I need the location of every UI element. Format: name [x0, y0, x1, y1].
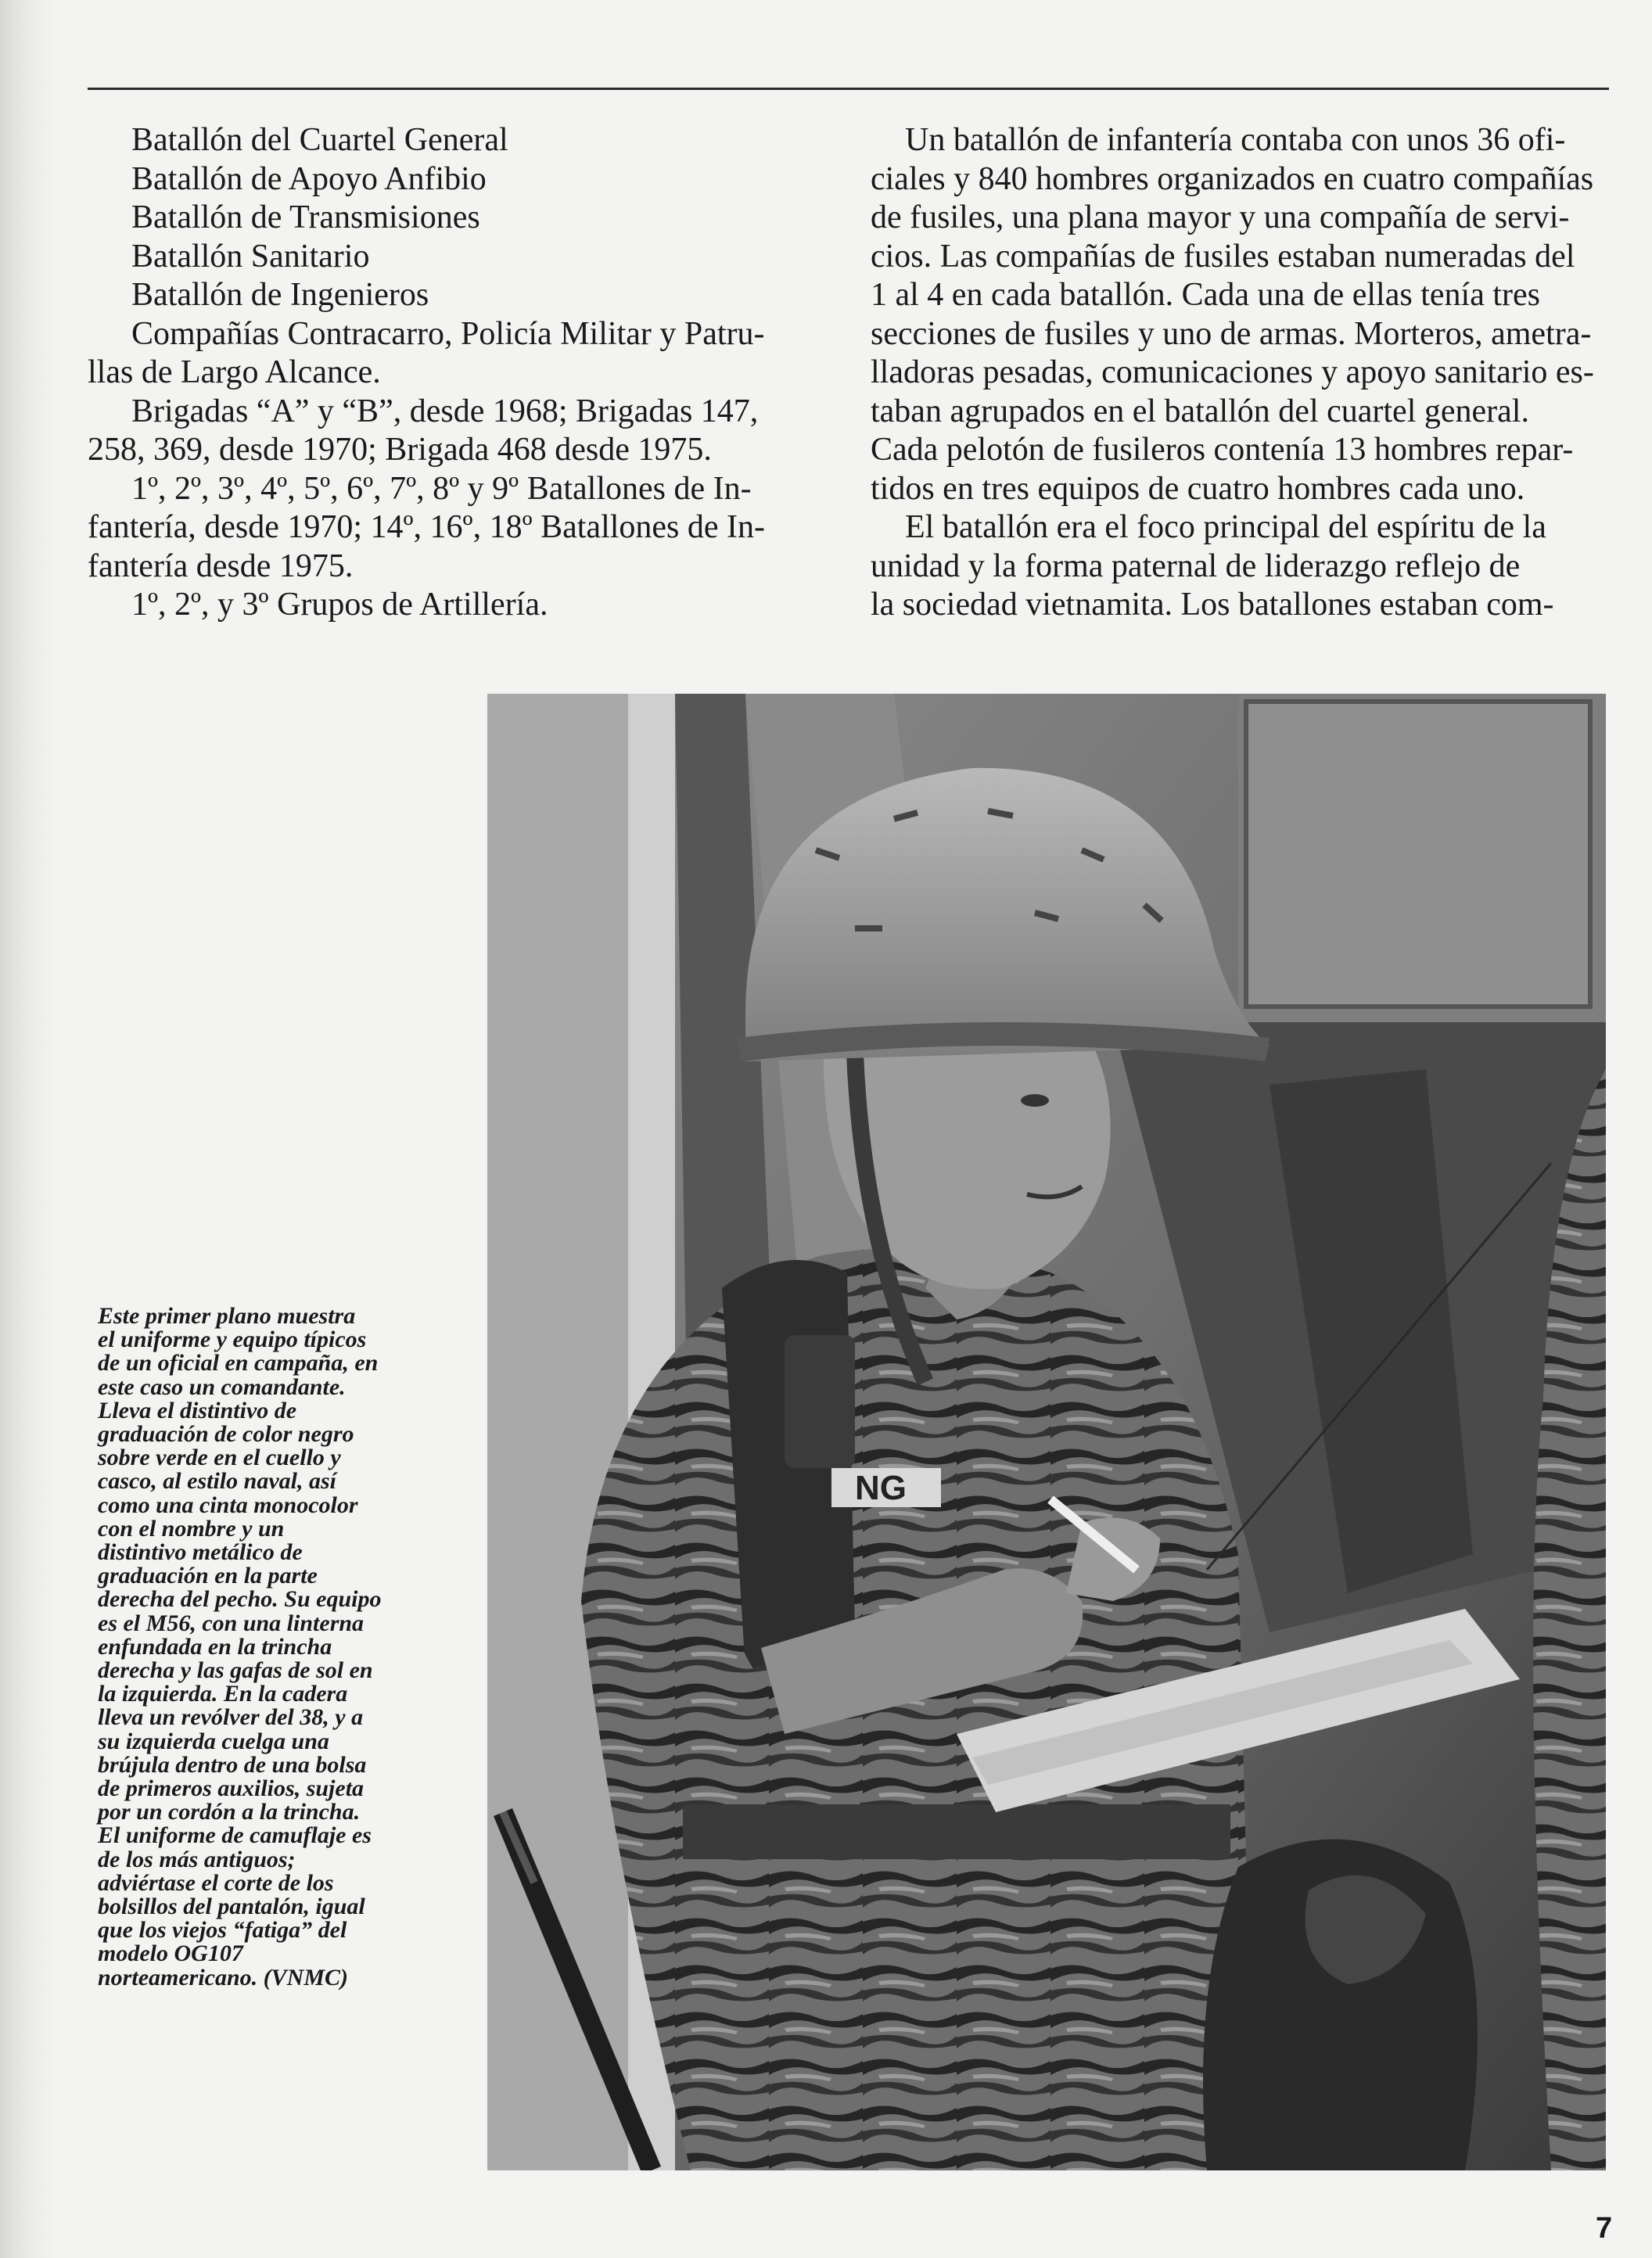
- caption-line: norteamericano. (VNMC): [98, 1964, 349, 1991]
- text-line: lladoras pesadas, comunicaciones y apoyo sanitario es-: [871, 354, 1594, 390]
- soldier-photo-illustration: [487, 694, 1606, 2170]
- text-line: taban agrupados en el batallón del cuartel general.: [871, 393, 1529, 429]
- caption-line: enfundada en la trincha: [98, 1633, 332, 1660]
- caption-line: Lleva el distintivo de: [98, 1397, 297, 1423]
- caption-line: es el M56, con una linterna: [98, 1610, 365, 1636]
- text-line: unidad y la forma paternal de liderazgo reflejo de: [871, 547, 1521, 584]
- caption-line: el uniforme y equipo típicos: [98, 1326, 367, 1353]
- text-line: Cada pelotón de fusileros contenía 13 hombres repar-: [871, 432, 1574, 468]
- right-column: [871, 121, 1607, 625]
- text-line: Un batallón de infantería contaba con unos 36 ofi-: [905, 122, 1566, 158]
- left-column: [88, 121, 831, 625]
- top-rule: [88, 88, 1609, 90]
- text-line: la sociedad vietnamita. Los batallones estaban com-: [871, 587, 1554, 623]
- caption-line: distintivo metálico de: [98, 1539, 303, 1566]
- scan-edge: [0, 0, 55, 2258]
- caption-line: casco, al estilo naval, así: [98, 1468, 336, 1495]
- text-line: 1 al 4 en cada batallón. Cada una de ellas tenía tres: [871, 277, 1540, 313]
- text-line: secciones de fusiles y uno de armas. Morteros, ametra-: [871, 315, 1592, 352]
- unit-line: Batallón Sanitario: [131, 238, 370, 275]
- caption-line: graduación de color negro: [98, 1421, 354, 1448]
- caption-line: derecha del pecho. Su equipo: [98, 1586, 382, 1613]
- caption-line: sobre verde en el cuello y: [98, 1445, 341, 1471]
- text-line: ciales y 840 hombres organizados en cuatro compañías: [871, 160, 1594, 197]
- caption-line: lleva un revólver del 38, y a: [98, 1704, 364, 1731]
- caption-line: bolsillos del pantalón, igual: [98, 1894, 365, 1920]
- unit-line: Batallón de Apoyo Anfibio: [131, 160, 487, 197]
- caption-line: de los más antiguos;: [98, 1846, 296, 1872]
- photo-caption: [98, 1305, 450, 1990]
- caption-line: por un cordón a la trincha.: [98, 1799, 361, 1825]
- caption-line: con el nombre y un: [98, 1515, 285, 1542]
- unit-line: Batallón de Ingenieros: [131, 277, 429, 313]
- text-line: tidos en tres equipos de cuatro hombres cada uno.: [871, 470, 1525, 507]
- caption-line: como una cinta monocolor: [98, 1492, 358, 1518]
- text-line: cios. Las compañías de fusiles estaban numeradas del: [871, 238, 1575, 275]
- text-line: 258, 369, desde 1970; Brigada 468 desde 1975.: [88, 432, 712, 468]
- text-line: llas de Largo Alcance.: [88, 354, 381, 390]
- caption-line: derecha y las gafas de sol en: [98, 1657, 373, 1684]
- caption-line: modelo OG107: [98, 1940, 243, 1967]
- caption-line: Este primer plano muestra: [98, 1303, 356, 1329]
- text-line: Brigadas “A” y “B”, desde 1968; Brigadas 147,: [131, 393, 759, 429]
- text-line: fantería, desde 1970; 14º, 16º, 18º Batallones de In-: [88, 509, 766, 545]
- caption-line: este caso un comandante.: [98, 1373, 346, 1400]
- caption-line: la izquierda. En la cadera: [98, 1681, 348, 1707]
- page-number: 7: [1596, 2212, 1613, 2245]
- text-line: 1º, 2º, y 3º Grupos de Artillería.: [131, 587, 548, 623]
- text-line: de fusiles, una plana mayor y una compañía de servi-: [871, 199, 1570, 235]
- unit-line: Batallón de Transmisiones: [131, 199, 480, 235]
- text-line: 1º, 2º, 3º, 4º, 5º, 6º, 7º, 8º y 9º Batallones de In-: [131, 470, 752, 507]
- caption-line: de un oficial en campaña, en: [98, 1350, 379, 1377]
- text-line: Compañías Contracarro, Policía Militar y Patru-: [131, 315, 765, 352]
- caption-line: de primeros auxilios, sujeta: [98, 1775, 365, 1802]
- caption-line: brújula dentro de una bolsa: [98, 1751, 367, 1778]
- caption-line: El uniforme de camuflaje es: [98, 1822, 372, 1849]
- caption-line: graduación en la parte: [98, 1563, 318, 1589]
- text-line: fantería desde 1975.: [88, 547, 354, 584]
- text-line: El batallón era el foco principal del espíritu de la: [905, 509, 1546, 545]
- soldier-photo: [487, 694, 1606, 2170]
- name-tape-text: NG: [855, 1469, 907, 1507]
- caption-line: adviértase el corte de los: [98, 1869, 334, 1896]
- caption-line: su izquierda cuelga una: [98, 1728, 329, 1754]
- caption-line: que los viejos “fatiga” del: [98, 1917, 347, 1944]
- unit-line: Batallón del Cuartel General: [131, 122, 508, 158]
